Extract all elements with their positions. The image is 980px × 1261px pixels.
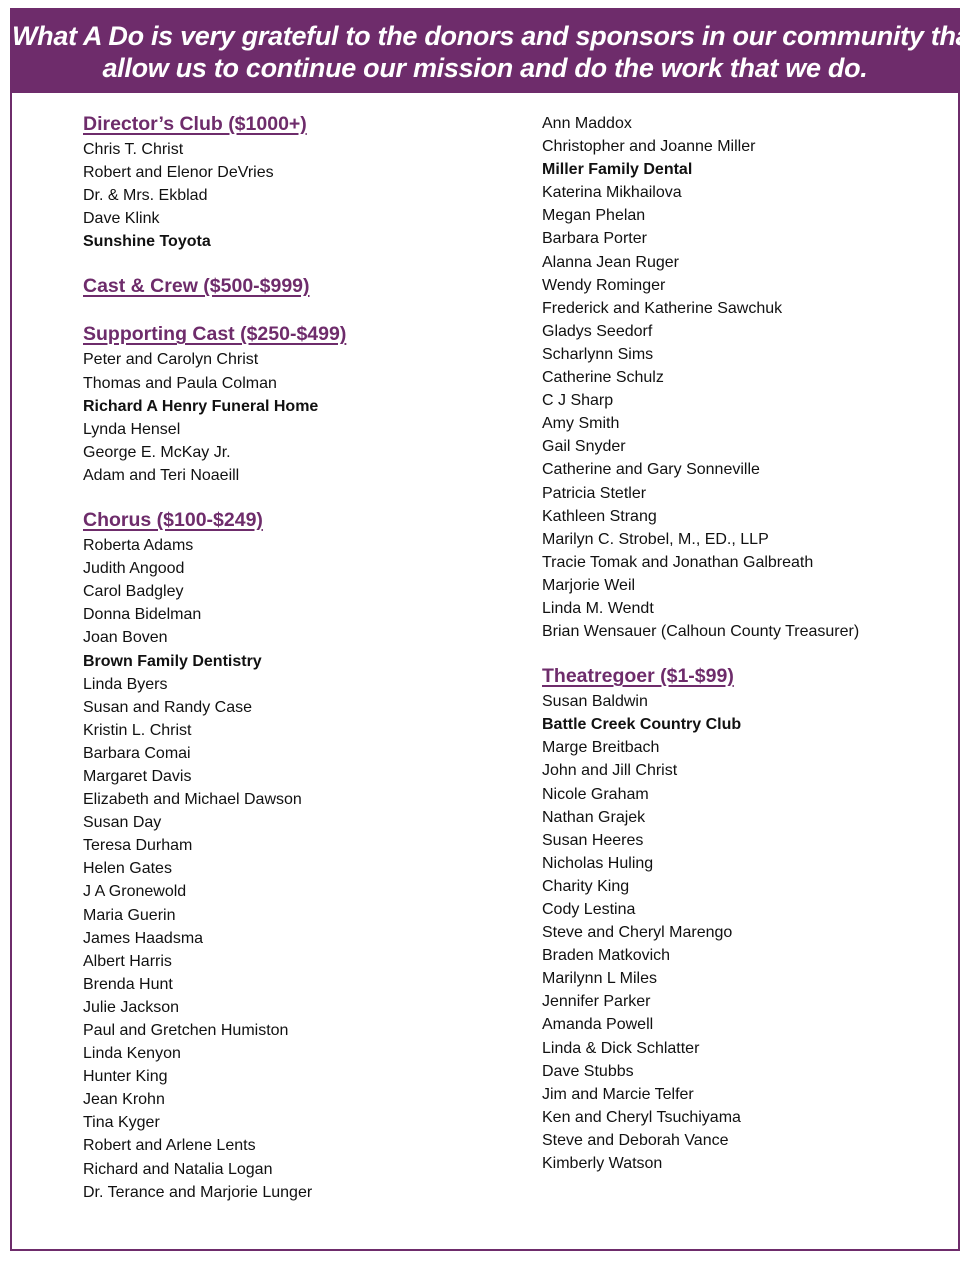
donor-name: Barbara Porter — [542, 230, 647, 248]
cast-crew-section — [83, 273, 523, 299]
sponsor-name: Richard A Henry Funeral Home — [83, 397, 319, 415]
sponsor-name: Battle Creek Country Club — [542, 716, 742, 734]
chorus-section — [83, 507, 523, 1204]
donor-name: Marjorie Weil — [542, 576, 636, 594]
donor-name: James Haadsma — [83, 929, 204, 947]
donor-name: Kristin L. Christ — [83, 721, 192, 739]
donor-name: Albert Harris — [83, 952, 172, 970]
donor-name: Susan and Randy Case — [83, 698, 252, 716]
donor-name: Catherine and Gary Sonneville — [542, 461, 760, 479]
banner-line-2: allow us to continue our mission and do the work that we do. — [102, 52, 868, 83]
banner-line-1: What A Do is very grateful to the donors and sponsors in our community that — [12, 20, 980, 51]
donor-name: Linda Kenyon — [83, 1045, 181, 1063]
donor-name: Marilyn C. Strobel, M., ED., LLP — [542, 530, 769, 548]
donor-name: Helen Gates — [83, 860, 172, 878]
left-column — [83, 111, 523, 1218]
donor-name: Dave Stubbs — [542, 1062, 634, 1080]
donor-name: C J Sharp — [542, 392, 614, 410]
donor-name: Catherine Schulz — [542, 369, 664, 387]
donor-name: Peter and Carolyn Christ — [83, 351, 259, 369]
donor-name: John and Jill Christ — [542, 762, 678, 780]
donor-name: Barbara Comai — [83, 744, 191, 762]
sponsor-name: Brown Family Dentistry — [83, 652, 262, 670]
donor-name: Amanda Powell — [542, 1016, 654, 1034]
donor-name: Megan Phelan — [542, 207, 646, 225]
donor-name: Adam and Teri Noaeill — [83, 466, 240, 484]
donor-name: Brian Wensauer (Calhoun County Treasurer) — [542, 623, 860, 641]
donor-name: Donna Bidelman — [83, 606, 202, 624]
donor-name: Robert and Arlene Lents — [83, 1137, 256, 1155]
donor-name: Paul and Gretchen Humiston — [83, 1022, 289, 1039]
donor-name: Dr. Terance and Marjorie Lunger — [83, 1183, 313, 1201]
header-banner — [12, 10, 980, 93]
donor-name: Cody Lestina — [542, 901, 636, 918]
donor-name: Teresa Durham — [83, 837, 193, 855]
donor-name: Tracie Tomak and Jonathan Galbreath — [542, 553, 814, 571]
donor-name: Hunter King — [83, 1068, 168, 1086]
donor-name: Brenda Hunt — [83, 975, 173, 993]
donor-name: Elizabeth and Michael Dawson — [83, 791, 302, 809]
donor-name: Kathleen Strang — [542, 507, 657, 525]
donor-name: Lynda Hensel — [83, 420, 181, 438]
donor-name: Susan Day — [83, 814, 162, 832]
donor-name: Gail Snyder — [542, 438, 626, 456]
donor-name: Linda Byers — [83, 675, 168, 693]
donor-name: Jennifer Parker — [542, 993, 651, 1011]
donor-name: Robert and Elenor DeVries — [83, 164, 274, 182]
sponsor-name: Miller Family Dental — [542, 161, 693, 179]
donor-name: Patricia Stetler — [542, 484, 647, 502]
donor-name: Tina Kyger — [83, 1114, 160, 1132]
donor-name: J A Gronewold — [83, 883, 187, 901]
cast-crew-heading: Cast & Crew ($500-$999) — [83, 275, 310, 298]
donor-name: Ken and Cheryl Tsuchiyama — [542, 1108, 741, 1126]
donor-name: Susan Heeres — [542, 831, 644, 849]
donor-name: Margaret Davis — [83, 767, 192, 785]
supporting-cast-heading: Supporting Cast ($250-$499) — [83, 323, 347, 346]
sponsor-name: Sunshine Toyota — [83, 233, 211, 251]
donor-name: Gladys Seedorf — [542, 322, 653, 340]
donor-name: Katerina Mikhailova — [542, 184, 682, 202]
donor-name: Maria Guerin — [83, 906, 176, 924]
chorus-continued-section — [542, 112, 942, 643]
donor-name: Christopher and Joanne Miller — [542, 138, 756, 156]
donor-name: Marilynn L Miles — [542, 970, 657, 988]
theatregoer-section — [542, 663, 942, 1175]
donor-name: Scharlynn Sims — [542, 345, 654, 363]
donor-name: Frederick and Katherine Sawchuk — [542, 299, 783, 317]
supporting-cast-section — [83, 321, 523, 487]
donor-name: Dr. & Mrs. Ekblad — [83, 187, 208, 205]
donor-name: Alanna Jean Ruger — [542, 253, 679, 271]
donor-name: Kimberly Watson — [542, 1155, 663, 1173]
donor-name: Nicholas Huling — [542, 854, 654, 872]
donor-name: Susan Baldwin — [542, 693, 648, 711]
donor-name: Amy Smith — [542, 415, 620, 433]
donor-name: Nicole Graham — [542, 785, 649, 803]
donor-name: Julie Jackson — [83, 998, 180, 1016]
donor-name: Steve and Cheryl Marengo — [542, 924, 733, 942]
donor-name: Joan Boven — [83, 629, 168, 647]
donor-name: Thomas and Paula Colman — [83, 374, 277, 392]
chorus-heading: Chorus ($100-$249) — [83, 509, 263, 532]
right-column — [542, 112, 942, 1189]
directors-club-section — [83, 111, 523, 253]
donor-name: Linda & Dick Schlatter — [542, 1039, 700, 1057]
donor-name: Marge Breitbach — [542, 739, 660, 757]
donor-name: Charity King — [542, 877, 630, 895]
donor-name: Chris T. Christ — [83, 141, 184, 158]
donor-name: Richard and Natalia Logan — [83, 1160, 273, 1178]
donor-name: Roberta Adams — [83, 537, 194, 555]
donor-name: Carol Badgley — [83, 583, 184, 601]
donor-name: Nathan Grajek — [542, 808, 646, 826]
donor-name: Braden Matkovich — [542, 947, 671, 965]
donor-name: Linda M. Wendt — [542, 599, 654, 617]
theatregoer-heading: Theatregoer ($1-$99) — [542, 665, 734, 688]
donor-name: Wendy Rominger — [542, 276, 666, 294]
directors-club-heading: Director’s Club ($1000+) — [83, 113, 307, 135]
donor-name: Jim and Marcie Telfer — [542, 1085, 694, 1103]
donor-name: Jean Krohn — [83, 1091, 165, 1109]
donor-name: Ann Maddox — [542, 115, 632, 132]
donor-name: George E. McKay Jr. — [83, 443, 231, 461]
donor-name: Steve and Deborah Vance — [542, 1131, 729, 1149]
donor-name: Dave Klink — [83, 210, 160, 228]
donor-name: Judith Angood — [83, 560, 185, 578]
